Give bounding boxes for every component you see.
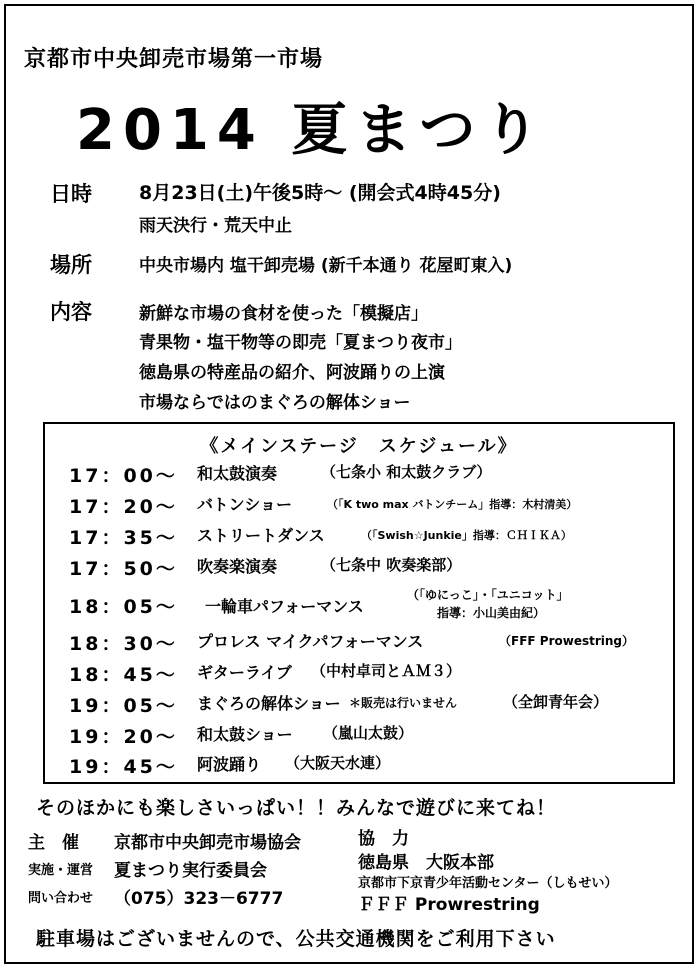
content-item: 青果物・塩干物等の即売「夏まつり夜市」	[139, 333, 462, 353]
coop-item: ＦＦＦ Prowrestring	[358, 895, 540, 915]
schedule-program: ストリートダンス	[197, 526, 325, 545]
schedule-row	[45, 492, 673, 522]
schedule-row	[45, 461, 673, 491]
schedule-detail-2: 指導：小山美由紀）	[437, 606, 546, 620]
poster-frame	[4, 4, 694, 964]
schedule-program: 吹奏楽演奏	[197, 557, 278, 576]
schedule-row	[45, 629, 673, 659]
schedule-detail: （七条中 吹奏楽部）	[321, 556, 462, 574]
host-value: 京都市中央卸売市場協会	[114, 833, 301, 853]
content-label: 内容	[50, 300, 92, 324]
schedule-box	[43, 422, 675, 784]
coop-label: 協 力	[358, 829, 409, 849]
schedule-detail: （「Swish☆Junkie」指導：ＣＨＩＫＡ）	[361, 529, 572, 542]
schedule-time: 19：45～	[69, 756, 178, 778]
coop-item: 京都市下京青少年活動センター（しもせい）	[358, 876, 618, 891]
schedule-detail: （大阪天水連）	[285, 754, 391, 772]
schedule-row	[45, 752, 673, 782]
date-value: 8月23日(土)午後5時～ (開会式4時45分)	[139, 182, 501, 204]
schedule-row	[45, 554, 673, 584]
schedule-row	[45, 691, 673, 721]
schedule-program: バトンショー	[197, 495, 292, 514]
date-label: 日時	[50, 182, 92, 206]
schedule-program: プロレス マイクパフォーマンス	[197, 632, 424, 651]
host-label: 主 催	[28, 833, 79, 853]
schedule-detail: （全卸青年会）	[503, 693, 609, 711]
parking-note: 駐車場はございませんので、公共交通機関をご利用下さい	[36, 928, 556, 950]
schedule-detail: （嵐山太鼓）	[323, 724, 414, 742]
schedule-row	[45, 722, 673, 752]
schedule-time: 17：35～	[69, 527, 178, 549]
schedule-time: 18：05～	[69, 596, 178, 618]
schedule-program: 一輪車パフォーマンス	[205, 597, 364, 616]
schedule-detail: （中村卓司とＡＭ３）	[311, 662, 462, 680]
content-item: 徳島県の特産品の紹介、阿波踊りの上演	[139, 363, 445, 383]
schedule-detail: （七条小 和太鼓クラブ）	[321, 463, 492, 481]
weather-note: 雨天決行・荒天中止	[139, 216, 292, 236]
schedule-program: まぐろの解体ショー	[197, 694, 341, 713]
schedule-time: 19：20～	[69, 726, 178, 748]
schedule-detail: （「ゆにっこ」・「ユニコット」	[407, 588, 569, 602]
content-item: 市場ならではのまぐろの解体ショー	[139, 393, 411, 413]
fun-message: そのほかにも楽しさいっぱい！！みんなで遊びに来てね！	[36, 797, 557, 819]
schedule-program: 和太鼓ショー	[197, 725, 293, 744]
schedule-time: 17：00～	[69, 465, 178, 487]
schedule-title: 《メインステージ スケジュール》	[200, 436, 518, 457]
schedule-time: 18：30～	[69, 633, 178, 655]
content-item: 新鮮な市場の食材を使った「模擬店」	[139, 304, 428, 324]
page-title: 2014 夏まつり	[76, 98, 548, 163]
place-label: 場所	[50, 253, 92, 277]
schedule-row	[45, 586, 673, 628]
schedule-program: ギターライブ	[197, 663, 292, 682]
coop-item: 徳島県 大阪本部	[358, 853, 494, 873]
schedule-time: 17：50～	[69, 558, 178, 580]
management-value: 夏まつり実行委員会	[114, 861, 267, 881]
schedule-time: 19：05～	[69, 695, 178, 717]
contact-label: 問い合わせ	[28, 891, 94, 906]
schedule-row	[45, 660, 673, 690]
schedule-row	[45, 523, 673, 553]
management-label: 実施・運営	[28, 863, 94, 878]
schedule-program: 和太鼓演奏	[197, 464, 278, 483]
schedule-time: 17：20～	[69, 496, 178, 518]
place-value: 中央市場内 塩干卸売場 (新千本通り 花屋町東入)	[139, 256, 513, 276]
schedule-detail: （「K two max バトンチーム」指導：木村清美）	[327, 498, 578, 511]
schedule-note: ＊販売は行いません	[349, 696, 458, 710]
schedule-detail: （FFF Prowestring）	[499, 634, 634, 648]
organizer-line: 京都市中央卸売市場第一市場	[24, 47, 324, 72]
contact-value: （075）323－6777	[114, 889, 284, 909]
schedule-program: 阿波踊り	[197, 755, 262, 774]
schedule-time: 18：45～	[69, 664, 178, 686]
